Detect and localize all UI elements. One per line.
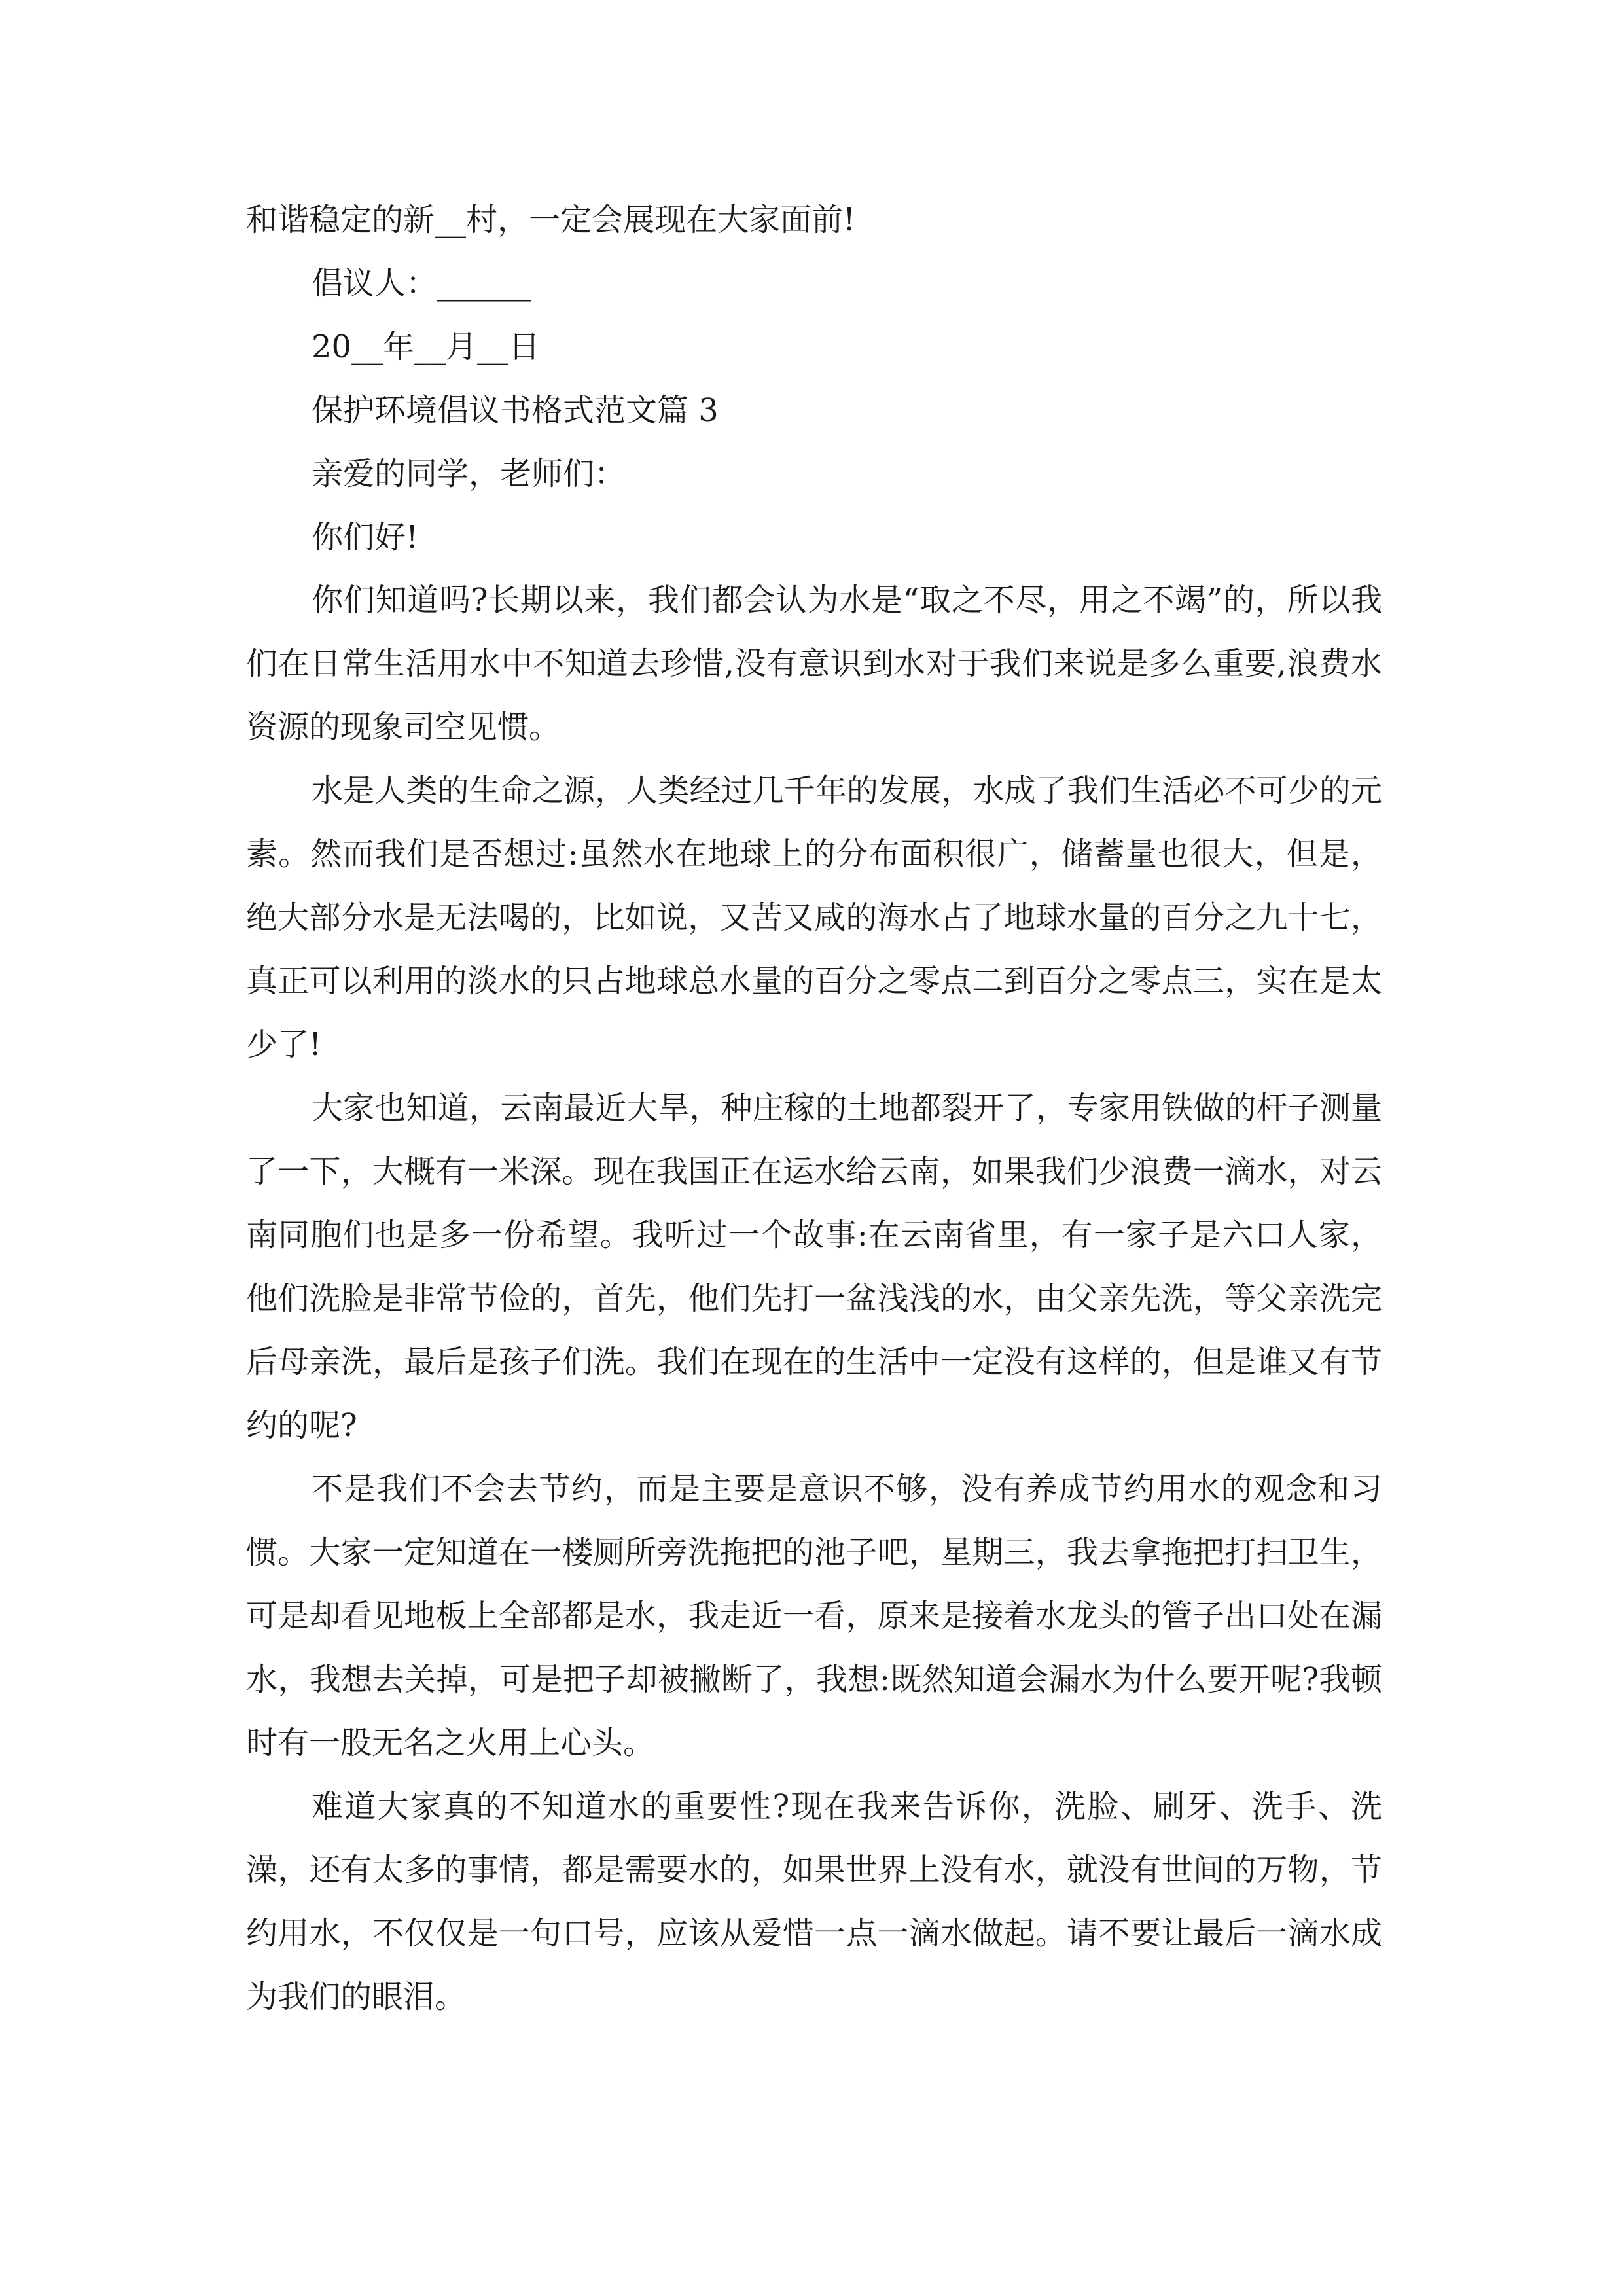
body-paragraph-4: 不是我们不会去节约，而是主要是意识不够，没有养成节约用水的观念和习惯。大家一定知道在一楼厕所旁洗拖把的池子吧，星期三，我去拿拖把打扫卫生，可是却看见地板上全部都是水，我走近一看，原来是接着水龙头的管子出口处在漏水，我想去关掉，可是把子却被撇断了，我想:既然知道会漏水为什么要开呢?我顿时有一股无名之火用上心头。 [246, 1471, 1382, 1761]
body-paragraph-2: 水是人类的生命之源，人类经过几千年的发展，水成了我们生活必不可少的元素。然而我们是否想过:虽然水在地球上的分布面积很广，储蓄量也很大，但是，绝大部分水是无法喝的，比如说，又苦又咸的海水占了地球水量的百分之九十七，真正可以利用的淡水的只占地球总水量的百分之零点二到百分之零点三，实在是太少了! [246, 772, 1382, 1063]
section-heading: 保护环境倡议书格式范文篇 3 [312, 392, 719, 429]
body-paragraph-3: 大家也知道，云南最近大旱，种庄稼的土地都裂开了，专家用铁做的杆子测量了一下，大概有一米深。现在我国正在运水给云南，如果我们少浪费一滴水，对云南同胞们也是多一份希望。我听过一个故事:在云南省里，有一家子是六口人家，他们洗脸是非常节俭的，首先，他们先打一盆浅浅的水，由父亲先洗，等父亲洗完后母亲洗，最后是孩子们洗。我们在现在的生活中一定没有这样的，但是谁又有节约的呢? [246, 1090, 1382, 1444]
greeting: 你们好! [312, 519, 419, 556]
signature-line: 倡议人：______ [312, 265, 532, 302]
body-paragraph-5: 难道大家真的不知道水的重要性?现在我来告诉你，洗脸、刷牙、洗手、洗澡，还有太多的事情，都是需要水的，如果世界上没有水，就没有世间的万物，节约用水，不仅仅是一句口号，应该从爱惜一点一滴水做起。请不要让最后一滴水成为我们的眼泪。 [246, 1788, 1382, 2015]
date-line: 20__年__月__日 [312, 329, 541, 365]
salutation: 亲爱的同学，老师们： [312, 456, 626, 492]
paragraph-continuation: 和谐稳定的新__村，一定会展现在大家面前! [246, 202, 856, 238]
body-paragraph-1: 你们知道吗?长期以来，我们都会认为水是“取之不尽，用之不竭”的，所以我们在日常生活用水中不知道去珍惜,没有意识到水对于我们来说是多么重要,浪费水资源的现象司空见惯。 [246, 582, 1382, 745]
